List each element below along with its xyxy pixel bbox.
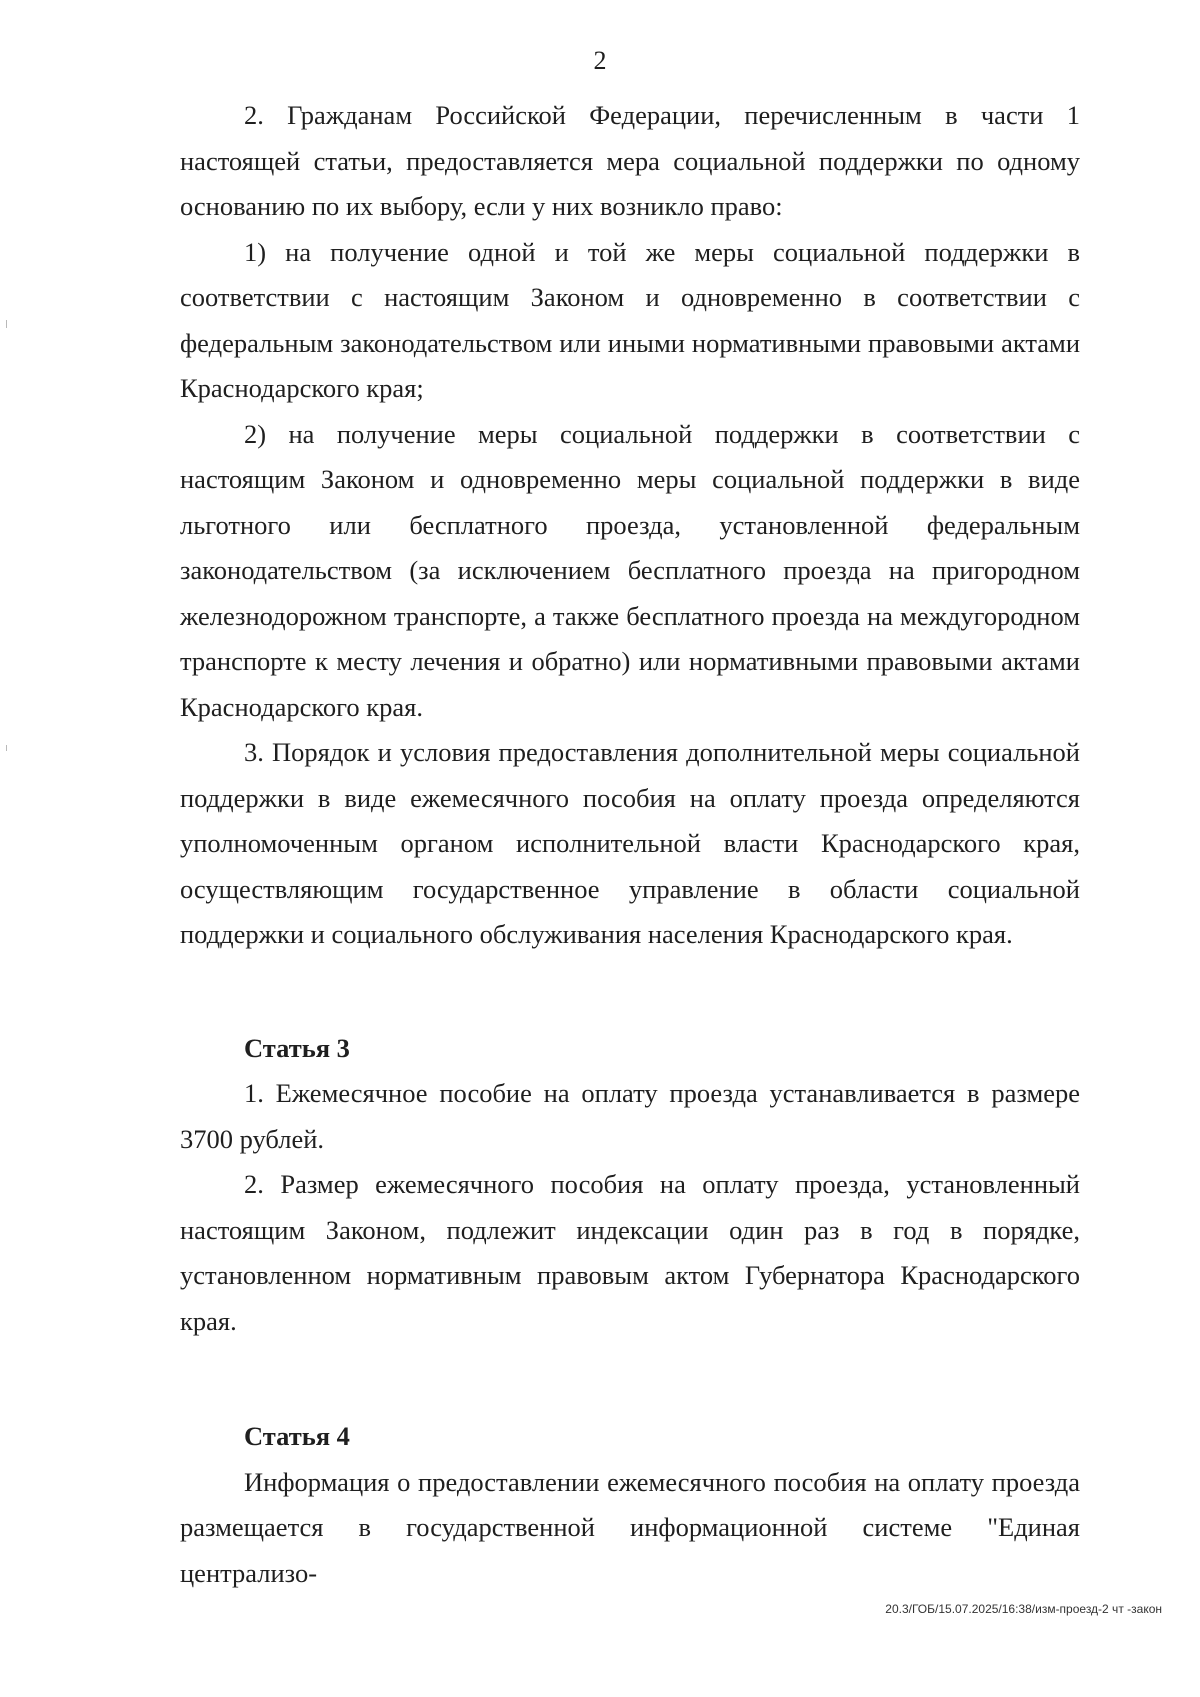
scan-margin-mark bbox=[6, 745, 7, 751]
document-footer-code: 20.3/ГОБ/15.07.2025/16:38/изм-проезд-2 чт -закон bbox=[885, 1602, 1162, 1616]
paragraph: 3. Порядок и условия предоставления дополнительной меры социальной поддержки в виде ежемесячного пособия на оплату проезда определяются уполномоченным органом исполнительной власти Краснодарского края, осуществляющим государственное управление в области социальной поддержки и социального обслуживания населения Краснодарского края. bbox=[180, 737, 1080, 949]
section-spacer bbox=[180, 958, 1080, 1026]
page-number: 2 bbox=[593, 46, 607, 75]
document-body bbox=[180, 93, 1080, 1596]
list-item: 1) на получение одной и той же меры социальной поддержки в соответствии с настоящим Законом и одновременно в соответствии с федеральным законодательством или иными нормативными правовыми актами Краснодарского края; bbox=[180, 236, 1080, 403]
section-spacer bbox=[180, 1344, 1080, 1414]
list-item: 2) на получение меры социальной поддержки в соответствии с настоящим Законом и одновременно меры социальной поддержки в виде льготного или бесплатного проезда, установленной федеральным законодательством (за исключением бесплатного проезда на пригородном железнодорожном транспорте, а также бесплатного проезда на междугородном транспорте к месту лечения и обратно) или нормативными правовыми актами Краснодарского края. bbox=[180, 418, 1080, 722]
article-heading: Статья 3 bbox=[244, 1032, 350, 1063]
paragraph: Информация о предоставлении ежемесячного пособия на оплату проезда размещается в государственной информационной системе "Единая централизо- bbox=[180, 1466, 1080, 1588]
paragraph: 2. Гражданам Российской Федерации, перечисленным в части 1 настоящей статьи, предоставляется мера социальной поддержки по одному основанию по их выбору, если у них возникло право: bbox=[180, 100, 1080, 221]
article-heading: Статья 4 bbox=[244, 1421, 350, 1451]
paragraph: 2. Размер ежемесячного пособия на оплату проезда, установленный настоящим Законом, подлежит индексации один раз в год в порядке, установленном нормативным правовым актом Губернатора Краснодарского края. bbox=[180, 1169, 1080, 1336]
paragraph: 1. Ежемесячное пособие на оплату проезда устанавливается в размере 3700 рублей. bbox=[180, 1078, 1080, 1154]
scan-margin-mark bbox=[6, 320, 7, 328]
